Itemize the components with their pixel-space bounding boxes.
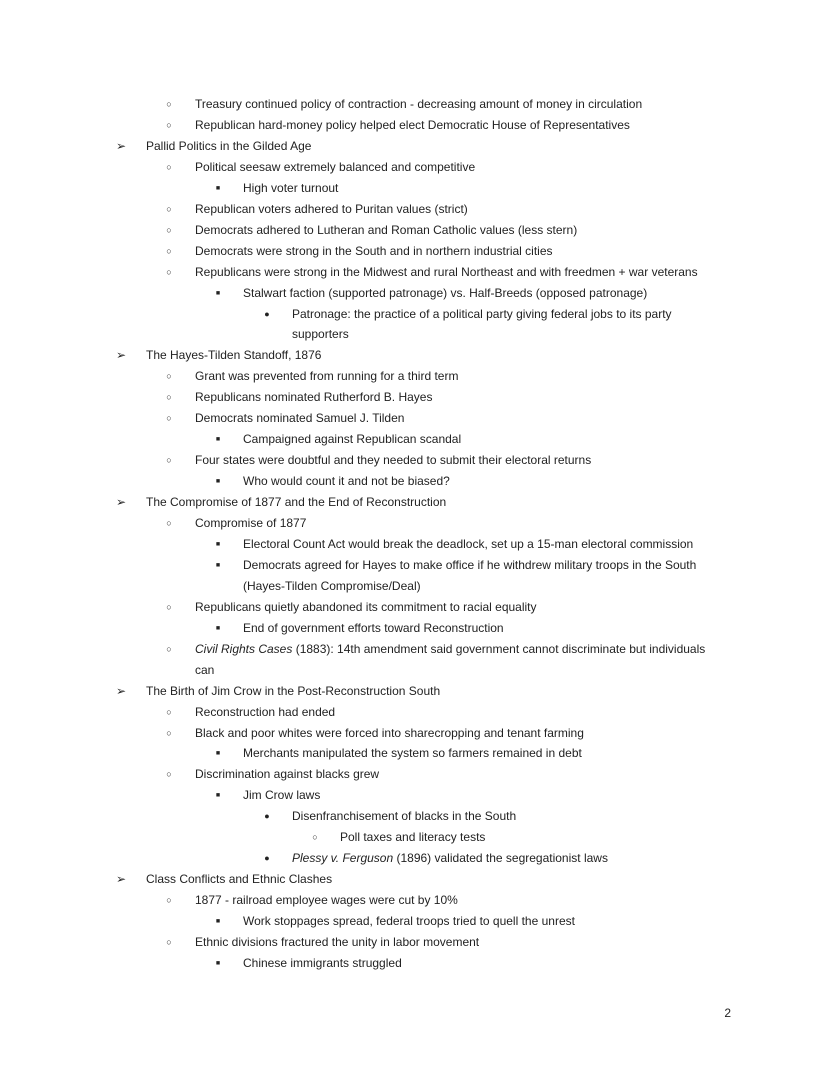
line-text-body: Democrats agreed for Hayes to make office if he withdrew military troops in the South (243, 557, 697, 572)
line-text (195, 890, 458, 911)
line-text (195, 366, 458, 387)
subpoint-line (0, 723, 828, 744)
bullet-marker: ■ (215, 918, 221, 925)
detail-line (0, 471, 828, 492)
line-text (292, 806, 516, 827)
line-text (243, 743, 582, 764)
subdetail-line (0, 848, 828, 869)
line-text (243, 429, 461, 450)
line-text-body: Chinese immigrants struggled (243, 955, 402, 970)
bullet-marker: ○ (166, 455, 172, 466)
line-text-body: End of government efforts toward Reconstruction (243, 620, 504, 635)
bullet-marker: ○ (166, 601, 172, 612)
bullet-marker: ● (264, 853, 270, 864)
line-text (243, 618, 504, 639)
bullet-marker: ■ (215, 478, 221, 486)
bullet-marker: ○ (166, 99, 172, 109)
line-text-body: Disenfranchisement of blacks in the South (292, 809, 517, 824)
bullet-marker: ■ (215, 436, 221, 444)
line-text (195, 94, 642, 115)
line-text-body: Republican voters adhered to Puritan values (strict) (195, 201, 468, 216)
line-text-body: Discrimination against blacks grew (195, 767, 380, 782)
line-text (195, 723, 584, 744)
line-text (195, 702, 335, 723)
line-text (195, 157, 475, 178)
detail-line (0, 429, 828, 450)
line-text-body: Poll taxes and literacy tests (340, 830, 486, 845)
line-text-body: Political seesaw extremely balanced and competitive (195, 159, 476, 174)
bullet-marker: ➢ (115, 683, 127, 698)
subpoint-line (0, 199, 828, 220)
bullet-marker: ○ (166, 266, 172, 277)
subpoint-line (0, 597, 828, 618)
bullet-marker: ■ (215, 561, 221, 569)
bullet-marker: ○ (166, 371, 172, 382)
line-text (146, 345, 321, 366)
line-text-body: Democrats adhered to Lutheran and Roman Catholic values (less stern) (195, 222, 578, 237)
line-text (146, 492, 446, 513)
detail-line (0, 618, 828, 639)
detail-line (0, 283, 828, 304)
subdetail-line (0, 806, 828, 827)
line-text (195, 932, 479, 953)
bullet-marker: ■ (215, 184, 221, 192)
bullet-marker: ■ (215, 289, 221, 297)
subpoint-line (0, 702, 828, 723)
line-text-body: Democrats nominated Samuel J. Tilden (195, 411, 405, 426)
italic-case-name: Civil Rights Cases (195, 641, 293, 656)
line-text-body: Grant was prevented from running for a third term (195, 369, 459, 384)
bullet-marker: ○ (166, 895, 172, 906)
detail-line (0, 953, 828, 974)
subpoint-line (0, 513, 828, 534)
line-text (243, 555, 696, 576)
line-text-body: Who would count it and not be biased? (243, 474, 450, 489)
bullet-marker: ○ (166, 518, 172, 528)
line-text (292, 304, 672, 325)
bullet-marker: ➢ (115, 138, 127, 153)
line-text-body: Jim Crow laws (243, 788, 321, 803)
subsubdetail-line (0, 827, 828, 848)
bullet-marker: ○ (166, 161, 172, 172)
line-text (243, 911, 575, 932)
bullet-marker: ○ (166, 937, 172, 947)
subpoint-line (0, 387, 828, 408)
subpoint-line (0, 366, 828, 387)
line-text-body: Republicans were strong in the Midwest and rural Northeast and with freedmen + war veterans (195, 264, 698, 279)
subpoint-line (0, 932, 828, 953)
line-text-body: Black and poor whites were forced into sharecropping and tenant farming (195, 725, 584, 740)
bullet-marker: ○ (166, 120, 172, 130)
subpoint-line (0, 764, 828, 785)
bullet-marker: ○ (166, 706, 172, 717)
detail-line (0, 743, 828, 764)
line-text-body: 1877 - railroad employee wages were cut by 10% (195, 893, 458, 908)
line-text-body: Merchants manipulated the system so farmers remained in debt (243, 746, 582, 761)
line-text-body: supporters (292, 327, 349, 342)
line-text (292, 324, 349, 345)
bullet-marker: ➢ (115, 872, 127, 887)
line-text-body: Patronage: the practice of a political party giving federal jobs to its party (292, 306, 672, 321)
bullet-marker: ○ (166, 413, 172, 424)
line-text-body: Stalwart faction (supported patronage) vs. Half-Breeds (opposed patronage) (243, 285, 648, 300)
section-heading-line (0, 681, 828, 702)
line-text-body: Ethnic divisions fractured the unity in labor movement (195, 935, 480, 949)
bullet-marker: ○ (166, 643, 172, 654)
section-heading-line (0, 345, 828, 366)
line-text (195, 199, 468, 220)
line-text-body: (1896) validated the segregationist laws (393, 851, 608, 866)
line-text (195, 660, 214, 681)
line-text-body: (1883): 14th amendment said government cannot discriminate but individuals (292, 641, 706, 656)
bullet-marker: ○ (166, 769, 172, 780)
line-text (146, 136, 311, 157)
line-text (340, 827, 485, 848)
subpoint-line (0, 639, 828, 660)
bullet-marker: ○ (166, 224, 172, 235)
section-heading-line (0, 492, 828, 513)
line-text (243, 953, 402, 974)
line-text-body: Work stoppages spread, federal troops tried to quell the unrest (243, 914, 575, 928)
line-text-body: Pallid Politics in the Gilded Age (146, 138, 312, 153)
section-heading-line (0, 869, 828, 890)
detail-line (0, 178, 828, 199)
subpoint-line (0, 890, 828, 911)
italic-case-name: Plessy v. Ferguson (292, 851, 394, 866)
line-text (146, 869, 332, 890)
bullet-marker: ■ (215, 624, 221, 632)
line-text-body: Republicans nominated Rutherford B. Hayes (195, 390, 433, 405)
line-text-body: The Compromise of 1877 and the End of Reconstruction (146, 495, 447, 510)
line-text (195, 764, 379, 785)
subpoint-line (0, 94, 828, 115)
line-text (195, 450, 591, 471)
line-text-body: Class Conflicts and Ethnic Clashes (146, 872, 333, 887)
line-text-body: Electoral Count Act would break the deadlock, set up a 15-man electoral commission (243, 537, 694, 551)
subdetail-line (0, 324, 828, 345)
bullet-marker: ➢ (115, 348, 127, 363)
line-text (243, 576, 421, 597)
detail-line (0, 534, 828, 555)
line-text-body: The Hayes-Tilden Standoff, 1876 (146, 348, 322, 363)
detail-line (0, 555, 828, 576)
line-text-body: Republican hard-money policy helped elect Democratic House of Representatives (195, 118, 630, 132)
bullet-marker: ■ (215, 541, 221, 548)
bullet-marker: ➢ (115, 495, 127, 510)
line-text (243, 785, 320, 806)
bullet-marker: ■ (215, 792, 221, 800)
bullet-marker: ○ (166, 392, 172, 403)
line-text (195, 262, 698, 283)
line-text-body: Republicans quietly abandoned its commitment to racial equality (195, 599, 537, 614)
line-text (243, 534, 693, 555)
line-text (292, 848, 608, 869)
line-text-body: Democrats were strong in the South and in northern industrial cities (195, 243, 553, 258)
subpoint-line (0, 660, 828, 681)
line-text (195, 115, 630, 136)
line-text-body: (Hayes-Tilden Compromise/Deal) (243, 578, 421, 593)
page-number: 2 (724, 1006, 731, 1020)
bullet-marker: ○ (166, 203, 172, 214)
line-text-body: Compromise of 1877 (195, 516, 307, 530)
line-text-body: High voter turnout (243, 180, 339, 195)
bullet-marker: ○ (166, 245, 172, 256)
line-text (195, 241, 553, 262)
bullet-marker: ○ (166, 727, 172, 738)
line-text-body: Four states were doubtful and they needed to submit their electoral returns (195, 453, 592, 468)
line-text-body: Campaigned against Republican scandal (243, 432, 462, 447)
line-text (195, 639, 705, 660)
detail-line (0, 576, 828, 597)
line-text (195, 387, 432, 408)
subpoint-line (0, 115, 828, 136)
subdetail-line (0, 304, 828, 325)
bullet-marker: ■ (215, 750, 221, 758)
detail-line (0, 785, 828, 806)
line-text (243, 178, 338, 199)
line-text-body: The Birth of Jim Crow in the Post-Reconstruction South (146, 683, 441, 698)
detail-line (0, 911, 828, 932)
subpoint-line (0, 220, 828, 241)
bullet-marker: ■ (215, 959, 221, 967)
bullet-marker: ○ (312, 832, 318, 843)
subpoint-line (0, 408, 828, 429)
subpoint-line (0, 262, 828, 283)
line-text (195, 597, 537, 618)
line-text (195, 408, 404, 429)
subpoint-line (0, 157, 828, 178)
line-text (195, 220, 577, 241)
line-text (146, 681, 440, 702)
section-heading-line (0, 136, 828, 157)
line-text (195, 513, 306, 534)
line-text (243, 283, 647, 304)
line-text-body: Treasury continued policy of contraction - decreasing amount of money in circulation (195, 97, 643, 111)
bullet-marker: ● (264, 811, 270, 822)
bullet-marker: ● (264, 308, 270, 319)
line-text-body: Reconstruction had ended (195, 704, 336, 719)
subpoint-line (0, 450, 828, 471)
line-text-body: can (195, 662, 215, 677)
line-text (243, 471, 450, 492)
subpoint-line (0, 241, 828, 262)
